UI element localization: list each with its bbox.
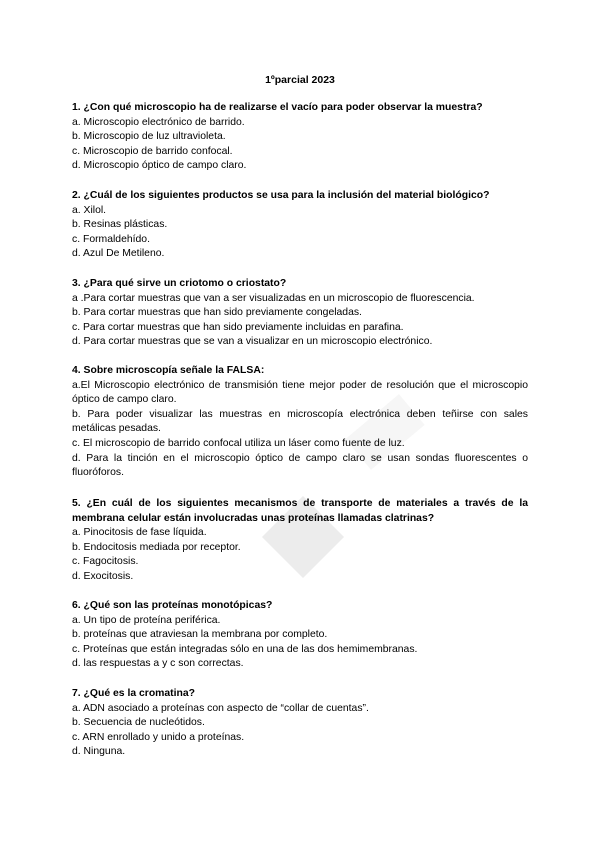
question-5-option-c: c. Fagocitosis. [72,556,139,568]
question-4 [72,364,528,481]
question-1-option-b: b. Microscopio de luz ultravioleta. [72,131,226,143]
question-1-text: 1. ¿Con qué microscopio ha de realizarse el vacío para poder observar la muestra? [72,102,483,113]
question-4-text: 4. Sobre microscopía señale la FALSA: [72,365,265,376]
question-5-option-a: a. Pinocitosis de fase líquida. [72,527,207,539]
question-7-option-d: d. Ninguna. [72,746,126,758]
question-5-option-b: b. Endocitosis mediada por receptor. [72,541,241,553]
question-2 [72,189,528,262]
question-6-option-b: b. proteínas que atraviesan la membrana por completo. [72,629,328,641]
question-3-option-c: c. Para cortar muestras que han sido previamente incluidas en parafina. [72,321,404,333]
question-6-option-d: d. las respuestas a y c son correctas. [72,658,244,670]
question-7-option-b: b. Secuencia de nucleótidos. [72,717,205,729]
question-1-option-a: a. Microscopio electrónico de barrido. [72,116,245,128]
question-7-option-c: c. ARN enrollado y unido a proteínas. [72,731,245,743]
question-7-text: 7. ¿Qué es la cromatina? [72,688,195,699]
question-6-option-a: a. Un tipo de proteína periférica. [72,614,221,626]
question-5-option-d: d. Exocitosis. [72,570,134,582]
question-1 [72,101,528,174]
question-1-option-c: c. Microscopio de barrido confocal. [72,145,233,157]
page-title: 1ºparcial 2023 [265,74,335,86]
question-4-option-d: d. Para la tinción en el microscopio óptico de campo claro se usan sondas fluorescentes o fluoróforos. [72,452,528,479]
question-3-option-d: d. Para cortar muestras que se van a visualizar en un microscopio electrónico. [72,336,433,348]
question-3 [72,277,528,350]
question-3-option-a: a .Para cortar muestras que van a ser visualizadas en un microscopio de fluorescencia. [72,292,475,304]
question-2-option-d: d. Azul De Metileno. [72,248,165,260]
question-5-text: 5. ¿En cuál de los siguientes mecanismos de transporte de materiales a través de la membrana celular están involucradas unas proteínas llamadas clatrinas? [72,498,528,524]
question-4-option-a: a.El Microscopio electrónico de transmisión tiene mejor poder de resolución que el microscopio óptico de campo claro. [72,379,528,406]
question-4-option-b: b. Para poder visualizar las muestras en microscopía electrónica deben teñirse con sales metálicas pesadas. [72,408,528,435]
question-2-option-b: b. Resinas plásticas. [72,219,168,231]
question-6 [72,599,528,672]
question-6-text: 6. ¿Qué son las proteínas monotópicas? [72,600,273,611]
question-7 [72,687,528,760]
question-3-option-b: b. Para cortar muestras que han sido previamente congeladas. [72,307,362,319]
question-1-option-d: d. Microscopio óptico de campo claro. [72,160,247,172]
question-4-option-c: c. El microscopio de barrido confocal utiliza un láser como fuente de luz. [72,437,405,449]
question-2-text: 2. ¿Cuál de los siguientes productos se usa para la inclusión del material biológico? [72,190,490,201]
question-2-option-a: a. Xilol. [72,204,107,216]
question-6-option-c: c. Proteínas que están integradas sólo en una de las dos hemimembranas. [72,643,418,655]
question-5 [72,497,528,585]
question-3-text: 3. ¿Para qué sirve un criotomo o criostato? [72,278,287,289]
question-2-option-c: c. Formaldehído. [72,233,150,245]
question-7-option-a: a. ADN asociado a proteínas con aspecto de “collar de cuentas”. [72,702,369,714]
